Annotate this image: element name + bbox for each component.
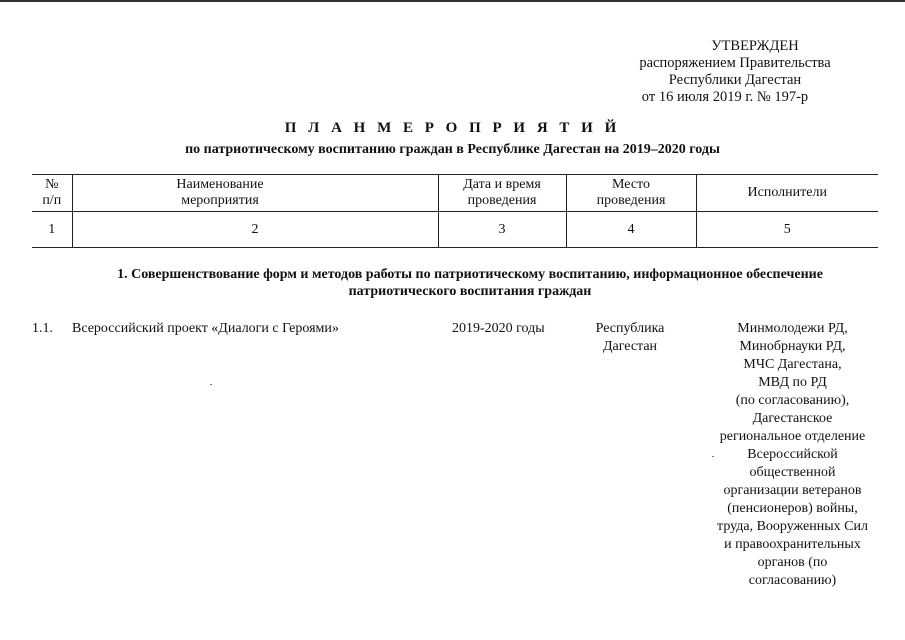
header-name — [72, 175, 438, 212]
executor-line: Дагестанское — [752, 411, 833, 426]
header-name-line1: Наименование — [176, 177, 264, 192]
executor-line: Минобрнауки РД, — [739, 339, 846, 354]
header-num-line2: п/п — [42, 193, 62, 208]
header-row — [32, 175, 878, 212]
item-place-line1: Республика — [595, 321, 665, 336]
scan-speck — [210, 384, 212, 385]
header-name-line2: мероприятия — [181, 193, 259, 208]
column-number: 1 — [32, 212, 72, 248]
header-date-line2: проведения — [467, 193, 537, 208]
column-number: 5 — [696, 212, 878, 248]
header-executors: Исполнители — [696, 175, 878, 212]
header-place-line2: проведения — [596, 193, 666, 208]
executor-line: согласованию) — [748, 573, 837, 588]
executor-line: Минмолодежи РД, — [737, 321, 848, 336]
executor-line: региональное отделение — [719, 429, 866, 444]
item-name: Всероссийский проект «Диалоги с Героями» — [72, 321, 339, 336]
executor-line: МВД по РД — [758, 375, 827, 390]
column-number: 3 — [438, 212, 566, 248]
header-place-line1: Место — [612, 177, 650, 192]
executor-line: организации ветеранов — [723, 483, 862, 498]
section-1-heading — [60, 266, 880, 300]
executor-line: Всероссийской — [747, 447, 838, 462]
header-place — [566, 175, 696, 212]
column-number-row — [32, 212, 878, 248]
header-date — [438, 175, 566, 212]
section-1-line1: 1. Совершенствование форм и методов работы по патриотическому воспитанию, информационное обеспечение — [117, 267, 823, 282]
scan-edge-line — [0, 0, 905, 2]
executor-line: и правоохранительных — [724, 537, 861, 552]
item-number: 1.1. — [32, 321, 53, 336]
executor-line: органов (по — [757, 555, 828, 570]
executor-line: (по согласованию), — [735, 393, 850, 408]
item-executors — [705, 320, 880, 590]
executor-line: МЧС Дагестана, — [743, 357, 842, 372]
executor-line: общественной — [749, 465, 836, 480]
executor-line: (пенсионеров) войны, — [727, 501, 858, 516]
plan-table-header — [32, 174, 878, 248]
executor-line: труда, Вооруженных Сил — [717, 519, 868, 534]
approval-line-2: распоряжением Правительства — [639, 55, 831, 71]
item-place-line2: Дагестан — [602, 339, 658, 354]
header-date-line1: Дата и время — [463, 177, 541, 192]
approval-line-4: от 16 июля 2019 г. № 197-р — [641, 89, 809, 105]
item-place — [578, 320, 682, 356]
scan-speck — [712, 456, 714, 457]
column-number: 4 — [566, 212, 696, 248]
approval-line-1: УТВЕРЖДЕН — [711, 38, 799, 54]
section-1-line2: патриотического воспитания граждан — [348, 284, 592, 299]
document-subtitle: по патриотическому воспитанию граждан в Республике Дагестан на 2019–2020 годы — [185, 142, 720, 157]
approval-stamp — [600, 38, 870, 106]
approval-line-3: Республики Дагестан — [668, 72, 802, 88]
column-number: 2 — [72, 212, 438, 248]
document-title: П Л А Н М Е Р О П Р И Я Т И Й — [284, 120, 621, 136]
header-num-line1: № — [45, 177, 59, 192]
item-date: 2019-2020 годы — [452, 321, 545, 336]
